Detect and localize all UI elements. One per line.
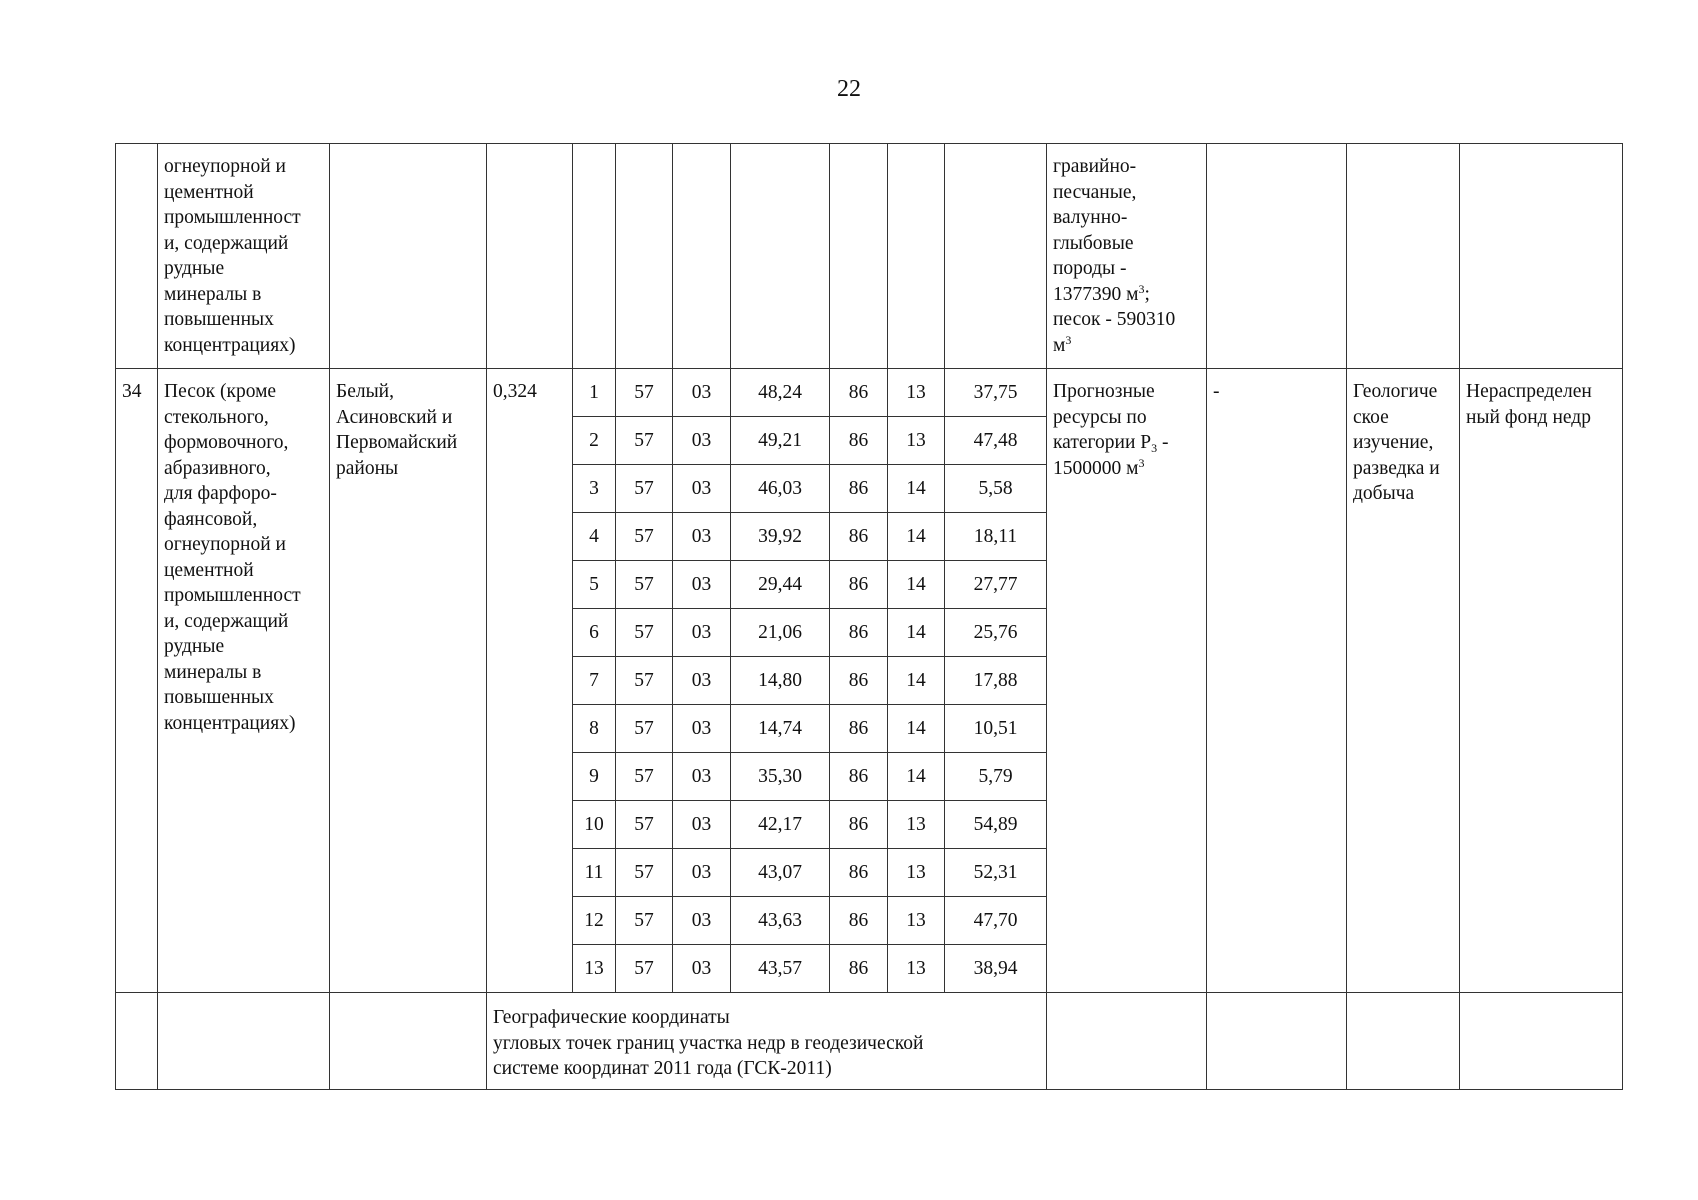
cell-empty <box>888 144 945 369</box>
superscript: 3 <box>1138 281 1145 296</box>
text-line: цементной <box>164 181 254 203</box>
text-line: системе координат 2011 года (ГСК-2011) <box>493 1058 832 1079</box>
text-line: фаянсовой, <box>164 508 258 530</box>
cell-lat-minutes: 03 <box>673 609 731 657</box>
text-line: Геологиче <box>1353 381 1438 402</box>
text-line: ресурсы по <box>1053 406 1147 428</box>
text-line: концентрациях) <box>164 712 296 734</box>
text-line <box>1053 456 1200 482</box>
cell-lon-minutes: 13 <box>888 945 945 993</box>
cell-lon-degrees: 86 <box>830 513 888 561</box>
cell-empty <box>1460 993 1623 1090</box>
cell-lat-seconds: 49,21 <box>731 417 830 465</box>
text-line: концентрациях) <box>164 334 296 356</box>
cell-point-number: 8 <box>573 705 616 753</box>
cell-lon-minutes: 13 <box>888 801 945 849</box>
cell-lon-degrees: 86 <box>830 945 888 993</box>
cell-empty <box>1347 993 1460 1090</box>
text-line: для фарфоро- <box>164 483 277 504</box>
cell-lat-minutes: 03 <box>673 849 731 897</box>
cell-lon-degrees: 86 <box>830 609 888 657</box>
cell-lat-seconds: 43,63 <box>731 897 830 945</box>
cell-area: 0,324 <box>487 369 573 993</box>
superscript: 3 <box>1065 332 1072 347</box>
cell-purpose <box>1347 369 1460 993</box>
cell-lat-minutes: 03 <box>673 801 731 849</box>
cell-empty <box>487 144 573 369</box>
page-number: 22 <box>837 76 861 102</box>
cell-point-number: 12 <box>573 897 616 945</box>
cell-lat-seconds: 48,24 <box>731 369 830 417</box>
cell-extracted: - <box>1207 369 1347 993</box>
cell-empty <box>1207 144 1347 369</box>
cell-point-number: 13 <box>573 945 616 993</box>
cell-empty <box>945 144 1047 369</box>
text-line: ный фонд недр <box>1466 406 1591 428</box>
cell-status <box>1460 369 1623 993</box>
cell-empty <box>330 993 487 1090</box>
cell-lon-seconds: 38,94 <box>945 945 1047 993</box>
cell-lon-minutes: 14 <box>888 657 945 705</box>
cell-lon-degrees: 86 <box>830 369 888 417</box>
text-line: Прогнозные <box>1053 381 1155 402</box>
cell-lat-minutes: 03 <box>673 705 731 753</box>
cell-lon-seconds: 18,11 <box>945 513 1047 561</box>
cell-lon-seconds: 54,89 <box>945 801 1047 849</box>
text-line: повышенных <box>164 309 274 330</box>
cell-lon-seconds: 5,79 <box>945 753 1047 801</box>
cell-lat-minutes: 03 <box>673 513 731 561</box>
cell-lat-minutes: 03 <box>673 561 731 609</box>
cell-lat-minutes: 03 <box>673 417 731 465</box>
text-line: стекольного, <box>164 406 269 428</box>
text-line: разведка и <box>1353 457 1440 479</box>
superscript: 3 <box>1138 455 1145 470</box>
gravel-value: 1377390 м <box>1053 283 1139 305</box>
category-label: категории P <box>1053 432 1152 453</box>
cell-lat-degrees: 57 <box>616 849 673 897</box>
text-line: Первомайский <box>336 432 458 453</box>
cell-point-number: 4 <box>573 513 616 561</box>
cell-lon-degrees: 86 <box>830 417 888 465</box>
cell-point-number: 10 <box>573 801 616 849</box>
cell-point-number: 5 <box>573 561 616 609</box>
cell-lon-minutes: 14 <box>888 753 945 801</box>
table-row-continued <box>116 144 1623 369</box>
cell-empty <box>158 993 330 1090</box>
text-line: Асиновский и <box>336 406 453 428</box>
cell-lon-minutes: 14 <box>888 465 945 513</box>
table-row-footer <box>116 993 1623 1090</box>
cell-lat-degrees: 57 <box>616 609 673 657</box>
cell-lat-seconds: 14,74 <box>731 705 830 753</box>
text-line: изучение, <box>1353 432 1434 453</box>
text-line: песчаные, <box>1053 181 1137 203</box>
text-line: Географические координаты <box>493 1007 730 1028</box>
cell-lat-minutes: 03 <box>673 945 731 993</box>
cell-number: 34 <box>116 369 158 993</box>
cell-lat-seconds: 14,80 <box>731 657 830 705</box>
cell-lon-minutes: 14 <box>888 513 945 561</box>
text-line: Белый, <box>336 381 394 402</box>
text-line <box>1053 430 1200 456</box>
cell-empty <box>1047 993 1207 1090</box>
cell-empty <box>616 144 673 369</box>
cell-lat-minutes: 03 <box>673 897 731 945</box>
cell-point-number: 6 <box>573 609 616 657</box>
subscript: 3 <box>1151 441 1158 455</box>
cell-lat-seconds: 21,06 <box>731 609 830 657</box>
cell-lon-seconds: 17,88 <box>945 657 1047 705</box>
cell-empty <box>330 144 487 369</box>
cell-empty <box>830 144 888 369</box>
cell-lon-degrees: 86 <box>830 465 888 513</box>
cell-lon-minutes: 13 <box>888 849 945 897</box>
cell-lon-seconds: 47,70 <box>945 897 1047 945</box>
cell-lon-seconds: 5,58 <box>945 465 1047 513</box>
cell-lon-degrees: 86 <box>830 753 888 801</box>
cell-lon-minutes: 14 <box>888 705 945 753</box>
cell-lat-seconds: 43,07 <box>731 849 830 897</box>
text-line: Песок (кроме <box>164 381 277 402</box>
cell-lat-minutes: 03 <box>673 657 731 705</box>
text-line: песок - 590310 <box>1053 309 1176 330</box>
unit: м <box>1053 334 1066 356</box>
cell-lat-degrees: 57 <box>616 513 673 561</box>
text-line: промышленност <box>164 585 301 606</box>
cell-empty <box>673 144 731 369</box>
subsoil-plots-table <box>115 143 1623 1090</box>
cell-empty <box>1207 993 1347 1090</box>
cell-lat-seconds: 29,44 <box>731 561 830 609</box>
cell-lat-seconds: 46,03 <box>731 465 830 513</box>
cell-lon-degrees: 86 <box>830 897 888 945</box>
text-line: и, содержащий <box>164 232 289 254</box>
cell-lat-seconds: 35,30 <box>731 753 830 801</box>
text-line: огнеупорной и <box>164 156 286 177</box>
text-line: районы <box>336 457 399 479</box>
cell-lat-degrees: 57 <box>616 465 673 513</box>
text-line: угловых точек границ участка недр в геодезической <box>493 1032 924 1054</box>
cell-lat-degrees: 57 <box>616 801 673 849</box>
text-line: и, содержащий <box>164 610 289 632</box>
text-line: повышенных <box>164 687 274 708</box>
text-line: гравийно- <box>1053 156 1137 177</box>
cell-lat-seconds: 42,17 <box>731 801 830 849</box>
cell-lat-degrees: 57 <box>616 417 673 465</box>
cell-lon-degrees: 86 <box>830 801 888 849</box>
text-line: минералы в <box>164 661 262 683</box>
cell-lat-minutes: 03 <box>673 465 731 513</box>
cell-description <box>158 369 330 993</box>
resource-value: 1500000 м <box>1053 457 1139 479</box>
cell-point-number: 9 <box>573 753 616 801</box>
cell-resources <box>1047 144 1207 369</box>
cell-point-number: 3 <box>573 465 616 513</box>
cell-lat-degrees: 57 <box>616 369 673 417</box>
cell-description <box>158 144 330 369</box>
text-line <box>1053 333 1200 359</box>
cell-lon-seconds: 52,31 <box>945 849 1047 897</box>
text-line: породы - <box>1053 258 1127 279</box>
cell-lon-seconds: 37,75 <box>945 369 1047 417</box>
cell-lat-degrees: 57 <box>616 753 673 801</box>
cell-lon-seconds: 47,48 <box>945 417 1047 465</box>
cell-lon-degrees: 86 <box>830 561 888 609</box>
cell-lat-degrees: 57 <box>616 705 673 753</box>
text-line: промышленност <box>164 207 301 228</box>
text-line: огнеупорной и <box>164 534 286 555</box>
cell-point-number: 2 <box>573 417 616 465</box>
cell-lon-degrees: 86 <box>830 705 888 753</box>
cell-lon-minutes: 13 <box>888 897 945 945</box>
cell-lat-degrees: 57 <box>616 945 673 993</box>
text-line: валунно- <box>1053 207 1128 228</box>
text-line: формовочного, <box>164 432 289 453</box>
cell-lon-seconds: 27,77 <box>945 561 1047 609</box>
cell-lon-minutes: 14 <box>888 609 945 657</box>
cell-lon-degrees: 86 <box>830 657 888 705</box>
cell-resources <box>1047 369 1207 993</box>
cell-lon-degrees: 86 <box>830 849 888 897</box>
cell-lat-seconds: 43,57 <box>731 945 830 993</box>
text-line: Нераспределен <box>1466 381 1592 402</box>
text-line: глыбовые <box>1053 232 1134 254</box>
text-line: рудные <box>164 258 225 279</box>
cell-empty <box>731 144 830 369</box>
cell-point-number: 11 <box>573 849 616 897</box>
cell-lat-minutes: 03 <box>673 753 731 801</box>
cell-lat-minutes: 03 <box>673 369 731 417</box>
text-line <box>1053 282 1200 308</box>
cell-empty <box>1460 144 1623 369</box>
cell-point-number: 1 <box>573 369 616 417</box>
cell-lon-minutes: 14 <box>888 561 945 609</box>
cell-lat-degrees: 57 <box>616 657 673 705</box>
cell-empty <box>573 144 616 369</box>
cell-lat-seconds: 39,92 <box>731 513 830 561</box>
text-line: добыча <box>1353 483 1415 504</box>
cell-lon-minutes: 13 <box>888 417 945 465</box>
text-line: ское <box>1353 406 1389 428</box>
text-line: абразивного, <box>164 457 271 479</box>
cell-empty <box>116 993 158 1090</box>
cell-point-number: 7 <box>573 657 616 705</box>
text-line: цементной <box>164 559 254 581</box>
cell-number <box>116 144 158 369</box>
cell-lon-minutes: 13 <box>888 369 945 417</box>
cell-empty <box>1347 144 1460 369</box>
table-row-34 <box>116 369 1623 417</box>
cell-lat-degrees: 57 <box>616 561 673 609</box>
text-line: рудные <box>164 636 225 657</box>
cell-lat-degrees: 57 <box>616 897 673 945</box>
dash: - <box>1157 432 1169 453</box>
cell-lon-seconds: 10,51 <box>945 705 1047 753</box>
punctuation: ; <box>1144 283 1150 305</box>
cell-lon-seconds: 25,76 <box>945 609 1047 657</box>
cell-coordinates-note <box>487 993 1047 1090</box>
cell-region <box>330 369 487 993</box>
text-line: минералы в <box>164 283 262 305</box>
